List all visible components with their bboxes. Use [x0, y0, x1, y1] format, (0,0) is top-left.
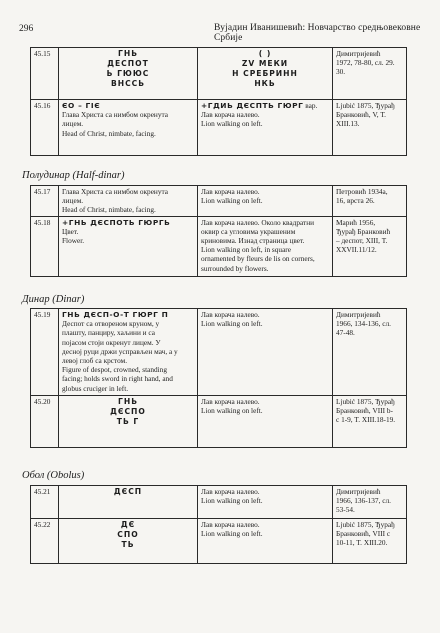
- legend-line: ТЬ Г: [116, 417, 140, 426]
- legend-line: НКЬ: [254, 79, 276, 88]
- table-row: [31, 396, 407, 448]
- legend-line: +ГНЬ ДЄСПОТЬ ГЮРГЬ: [62, 217, 171, 227]
- description-line: Лав корача налево.: [201, 520, 260, 529]
- page-number: 296: [19, 24, 34, 34]
- legend-line: ТЬ: [121, 540, 135, 549]
- reference-line: 16, врста 26.: [336, 196, 375, 206]
- reference-cell: [333, 486, 407, 519]
- legend-line: СПО: [117, 530, 139, 539]
- reference-line: Петровић 1934а,: [336, 187, 388, 196]
- description-line: Лав корача налево.: [201, 310, 260, 319]
- reference-line: 47-48.: [336, 328, 355, 338]
- catalog-number: 45.22: [31, 519, 59, 564]
- reverse-cell: [198, 216, 333, 276]
- reference-line: XXVII.11/12.: [336, 245, 377, 255]
- legend-line: Н СРЕБРИНН: [232, 69, 298, 78]
- reference-line: Ljubić 1875, Ђурађ: [336, 520, 395, 529]
- catalog-number: 45.15: [31, 48, 59, 100]
- reference-line: 10-11, T. XIII.20.: [336, 538, 388, 548]
- reference-line: 1966, 136-137, сл.: [336, 496, 391, 506]
- catalog-number: 45.17: [31, 186, 59, 217]
- description-line: Деспот са отвореном круном, у: [62, 319, 160, 329]
- legend-line: ГНЬ: [118, 397, 138, 406]
- reverse-cell: [198, 519, 333, 564]
- obverse-cell: [59, 519, 198, 564]
- obverse-cell: [59, 100, 198, 156]
- description-line: Lion walking on left.: [201, 196, 263, 206]
- description-line: Flower.: [62, 236, 85, 246]
- legend-line: ZV МЕКИ: [241, 59, 289, 68]
- obverse-cell: [59, 486, 198, 519]
- reference-line: Бранковић, VIII с: [336, 529, 391, 539]
- legend-line: ДЕСПОТ: [107, 59, 149, 68]
- legend-line: ДЄСП: [113, 487, 143, 496]
- description-line: Lion walking on left, in square: [201, 245, 291, 255]
- description-line: Лав корача налево.: [201, 397, 260, 406]
- variant-note: вар.: [305, 101, 318, 110]
- reverse-cell: [198, 396, 333, 448]
- legend-line: ВНССЬ: [110, 79, 146, 88]
- legend-line: ДЄ: [120, 520, 136, 529]
- reference-cell: [333, 519, 407, 564]
- reference-line: c 1-9, T. XIII.18-19.: [336, 415, 396, 425]
- reference-cell: [333, 186, 407, 217]
- reference-line: Ђурађ Бранковић: [336, 226, 391, 236]
- description-line: Глава Христа са нимбом окренута: [62, 110, 168, 120]
- reference-cell: [333, 216, 407, 276]
- reference-cell: [333, 309, 407, 396]
- catalog-table-4: [30, 485, 407, 564]
- section-heading-obolus: Обол (Obolus): [22, 470, 85, 481]
- table-row: [31, 486, 407, 519]
- section-heading-dinar: Динар (Dinar): [22, 294, 85, 305]
- running-header: Вујадин Иванишевић: Новчарство средњовековне Србије: [214, 23, 421, 43]
- legend-line: ( ): [258, 49, 272, 58]
- reference-line: Ljubić 1875, Ђурађ: [336, 101, 395, 110]
- catalog-number: 45.18: [31, 216, 59, 276]
- description-line: Лав корача налево.: [201, 487, 260, 496]
- description-line: Глава Христа са нимбом окренута: [62, 187, 168, 196]
- reference-cell: [333, 100, 407, 156]
- obverse-cell: [59, 48, 198, 100]
- description-line: Lion walking on left.: [201, 406, 263, 416]
- description-line: Lion walking on left.: [201, 119, 263, 129]
- catalog-table-2: [30, 185, 407, 277]
- description-line: десној руци држи усправљен мач, а у: [62, 346, 178, 356]
- description-line: плашту, панциру, хаљини и са: [62, 328, 155, 338]
- description-line: Лав корача налево. Около квадратни: [201, 217, 315, 227]
- reference-line: Димитријевић: [336, 49, 381, 58]
- catalog-number: 45.21: [31, 486, 59, 519]
- reference-cell: [333, 48, 407, 100]
- catalog-number: 45.19: [31, 309, 59, 396]
- table-row: [31, 186, 407, 217]
- reference-line: Марић 1956,: [336, 217, 376, 227]
- legend-line: +ГДИЬ ДЄСПТЬ ГЮРГ: [201, 101, 304, 110]
- description-line: криновима. Изнад страница цвет.: [201, 236, 305, 246]
- description-line: оквир са угловима украшеним: [201, 226, 296, 236]
- catalog-table-1: [30, 47, 407, 156]
- table-row: [31, 216, 407, 276]
- obverse-cell: [59, 216, 198, 276]
- description-line: левој глоб са крстом.: [62, 356, 128, 366]
- description-line: Цвет.: [62, 226, 79, 236]
- reference-cell: [333, 396, 407, 448]
- catalog-table-3: [30, 308, 407, 448]
- reference-line: – деспот, XIII, Т.: [336, 236, 388, 246]
- reverse-cell: [198, 309, 333, 396]
- reference-line: 1972, 78-80, сл. 29.: [336, 58, 395, 68]
- description-line: Lion walking on left.: [201, 529, 263, 539]
- reference-line: 53-54.: [336, 505, 355, 515]
- description-line: globus cruciger in left.: [62, 383, 129, 393]
- description-line: појасом стоји окренут лицем. У: [62, 337, 161, 347]
- reference-line: Ljubić 1875, Ђурађ: [336, 397, 395, 406]
- description-line: лицем.: [62, 196, 84, 206]
- catalog-number: 45.16: [31, 100, 59, 156]
- description-line: surrounded by flowers.: [201, 263, 269, 273]
- description-line: Лав корача налево.: [201, 187, 260, 196]
- legend-line: ЄО – ГІЄ: [62, 101, 101, 110]
- description-line: Figure of despot, crowned, standing: [62, 365, 167, 375]
- obverse-cell: [59, 186, 198, 217]
- legend-line: Ь ГЮЮС: [106, 69, 150, 78]
- description-line: Head of Christ, nimbate, facing.: [62, 128, 156, 138]
- reverse-cell: [198, 48, 333, 100]
- reference-line: XIII.13.: [336, 119, 360, 129]
- obverse-cell: [59, 396, 198, 448]
- catalog-number: 45.20: [31, 396, 59, 448]
- table-row: [31, 48, 407, 100]
- legend-line: ГНЬ: [118, 49, 138, 58]
- description-line: Lion walking on left.: [201, 319, 263, 329]
- reference-line: 1966, 134-136, сл.: [336, 319, 391, 329]
- reference-line: 30.: [336, 67, 346, 77]
- obverse-cell: [59, 309, 198, 396]
- reference-line: Бранковић, V, Т.: [336, 110, 386, 120]
- description-line: facing; holds sword in right hand, and: [62, 374, 173, 384]
- description-line: ornamented by fleurs de lis on corners,: [201, 254, 315, 264]
- legend-line: ДЄСПО: [110, 407, 146, 416]
- reference-line: Бранковић, VIII b-: [336, 406, 393, 416]
- table-row: [31, 309, 407, 396]
- reference-line: Димитријевић: [336, 310, 381, 319]
- reverse-cell: [198, 100, 333, 156]
- description-line: Lion walking on left.: [201, 496, 263, 506]
- description-line: Лав корача налево.: [201, 110, 260, 120]
- legend-line: ГНЬ ДЄСП-О-Т ГЮРГ П: [62, 310, 169, 319]
- table-row: [31, 100, 407, 156]
- section-heading-half-dinar: Полудинар (Half-dinar): [22, 170, 125, 181]
- description-line: Head of Christ, nimbate, facing.: [62, 205, 156, 215]
- reference-line: Димитријевић: [336, 487, 381, 496]
- reverse-cell: [198, 186, 333, 217]
- description-line: лицем.: [62, 119, 84, 129]
- reverse-cell: [198, 486, 333, 519]
- table-row: [31, 519, 407, 564]
